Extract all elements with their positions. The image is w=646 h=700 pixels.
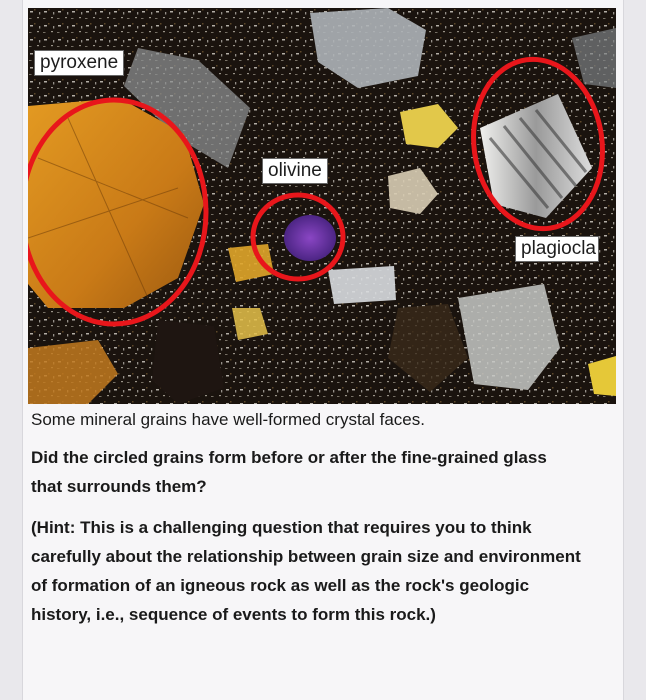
hint-text: (Hint: This is a challenging question that requires you to think carefully about the relationship between grain size and environment of formation of an igneous rock as well as the rock's geologic history, i.e., sequence of events to form this rock.) [31, 518, 581, 624]
thin-section-micrograph [28, 8, 616, 404]
lath-crystal [328, 266, 396, 304]
question-text: Did the circled grains form before or after the fine-grained glass that surrounds them? [31, 448, 547, 496]
olivine-crystal [284, 215, 336, 261]
pyroxene-label: pyroxene [34, 50, 124, 76]
olivine-label: olivine [262, 158, 328, 184]
plagioclase-label: plagiocla [515, 236, 599, 262]
image-caption: Some mineral grains have well-formed crystal faces. [31, 410, 425, 429]
